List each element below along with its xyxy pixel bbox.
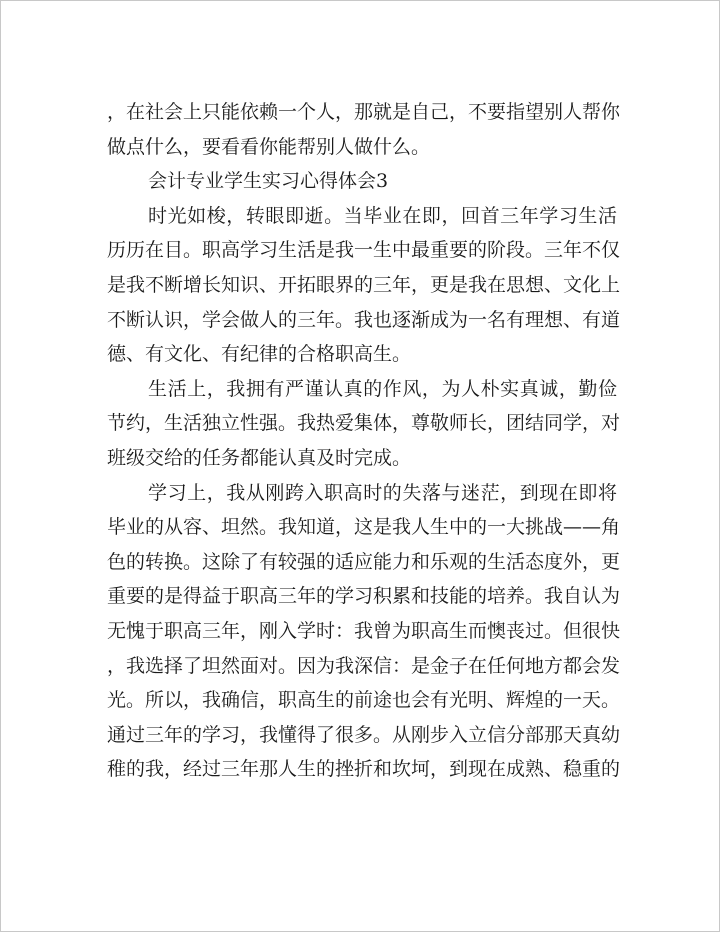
text-line: 节约，生活独立性强。我热爱集体，尊敬师长，团结同学，对 [107, 412, 621, 435]
text-line: 色的转换。这除了有较强的适应能力和乐观的生活态度外，更 [107, 550, 621, 573]
text-line: 重要的是得益于职高三年的学习积累和技能的培养。我自认为 [107, 585, 621, 608]
text-line: 学习上，我从刚跨入职高时的失落与迷茫，到现在即将 [148, 481, 617, 504]
document-body [107, 95, 621, 787]
text-line: 通过三年的学习，我懂得了很多。从刚步入立信分部那天真幼 [107, 723, 621, 746]
text-line: 不断认识，学会做人的三年。我也逐渐成为一名有理想、有道 [107, 308, 621, 331]
text-line: 毕业的从容、坦然。我知道，这是我人生中的一大挑战——角 [107, 516, 621, 539]
text-line: 时光如梭，转眼即逝。当毕业在即，回首三年学习生活 [148, 204, 617, 227]
text-line: ，我选择了坦然面对。因为我深信：是金子在任何地方都会发 [107, 654, 621, 677]
text-line: 历历在目。职高学习生活是我一生中最重要的阶段。三年不仅 [107, 239, 621, 262]
text-line: 德、有文化、有纪律的合格职高生。 [107, 343, 412, 366]
text-line: 班级交给的任务都能认真及时完成。 [107, 446, 412, 469]
text-line: 会计专业学生实习心得体会3 [148, 170, 389, 193]
text-line: 无愧于职高三年，刚入学时：我曾为职高生而懊丧过。但很快 [107, 619, 621, 642]
text-line: 做点什么，要看看你能帮别人做什么。 [107, 135, 431, 158]
text-line: 生活上，我拥有严谨认真的作风，为人朴实真诚，勤俭 [148, 377, 617, 400]
text-line: 稚的我，经过三年那人生的挫折和坎坷，到现在成熟、稳重的 [107, 758, 621, 781]
text-line: 是我不断增长知识、开拓眼界的三年，更是我在思想、文化上 [107, 273, 621, 296]
text-line: 光。所以，我确信，职高生的前途也会有光明、辉煌的一天。 [107, 689, 621, 712]
text-line: ，在社会上只能依赖一个人，那就是自己，不要指望别人帮你 [107, 101, 621, 123]
